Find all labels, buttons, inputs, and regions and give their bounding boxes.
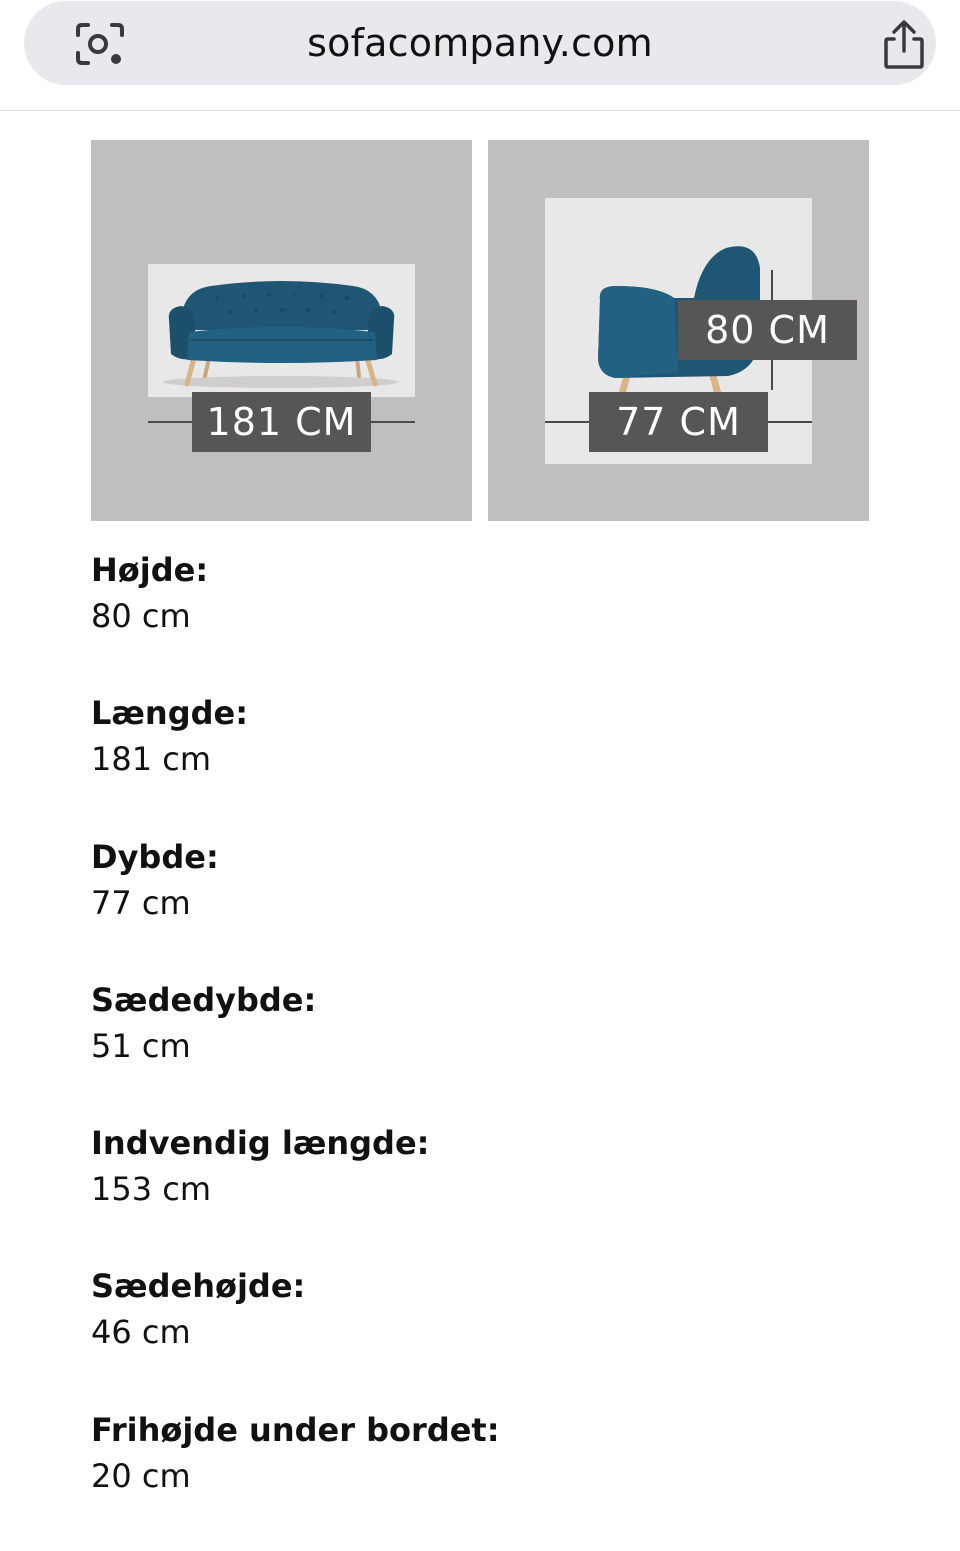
height-dimension-label: 80 CM — [678, 300, 857, 360]
spec-value: 51 cm — [91, 1026, 191, 1065]
spec-inner-length — [91, 1121, 500, 1264]
spec-seat-depth — [91, 978, 500, 1121]
spec-label: Indvendig længde: — [91, 1124, 430, 1163]
spec-label: Sædedybde: — [91, 980, 317, 1019]
width-dimension-label: 181 CM — [192, 392, 371, 452]
sofa-front-image[interactable] — [91, 140, 472, 521]
url-text[interactable]: sofacompany.com — [307, 21, 653, 65]
address-bar[interactable] — [24, 1, 936, 85]
spec-label: Længde: — [91, 694, 249, 733]
spec-label: Sædehøjde: — [91, 1267, 306, 1306]
spec-clearance — [91, 1408, 500, 1551]
spec-value: 181 cm — [91, 740, 212, 779]
spec-value: 77 cm — [91, 883, 191, 922]
spec-length — [91, 691, 500, 834]
sofa-side-image[interactable] — [488, 140, 869, 521]
spec-height — [91, 548, 500, 691]
spec-value: 20 cm — [91, 1456, 191, 1495]
browser-toolbar — [0, 0, 960, 111]
spec-label: Frihøjde under bordet: — [91, 1410, 500, 1449]
spec-depth — [91, 835, 500, 978]
share-icon[interactable] — [880, 19, 928, 71]
spec-label: Dybde: — [91, 837, 219, 876]
spec-value: 153 cm — [91, 1170, 212, 1209]
spec-value: 80 cm — [91, 597, 191, 635]
spec-value: 46 cm — [91, 1313, 191, 1352]
spec-seat-height — [91, 1264, 500, 1407]
sofa-front-illustration — [91, 140, 472, 521]
spec-label: Højde: — [91, 551, 209, 589]
dimension-specs — [91, 548, 500, 1551]
depth-dimension-label: 77 CM — [589, 392, 768, 452]
